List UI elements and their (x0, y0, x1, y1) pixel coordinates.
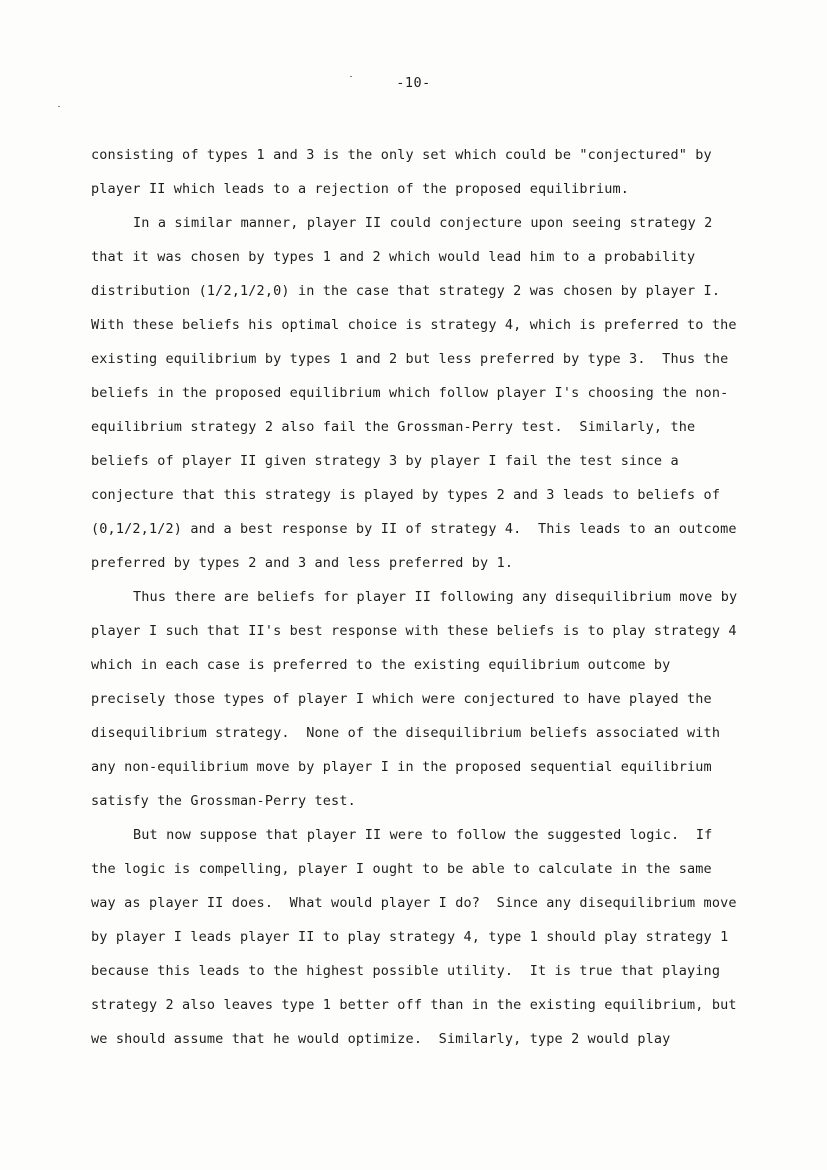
text-line: by player I leads player II to play strategy 4, type 1 should play strategy 1 (91, 929, 729, 945)
page-number: -10- (396, 75, 431, 91)
text-line: conjecture that this strategy is played by types 2 and 3 leads to beliefs of (91, 487, 721, 503)
text-line: which in each case is preferred to the existing equilibrium outcome by (91, 657, 671, 673)
paragraph-start-line: But now suppose that player II were to follow the suggested logic. If (133, 827, 713, 843)
text-line: that it was chosen by types 1 and 2 which would lead him to a probability (91, 249, 696, 265)
text-line: equilibrium strategy 2 also fail the Grossman-Perry test. Similarly, the (91, 419, 696, 435)
text-line: the logic is compelling, player I ought to be able to calculate in the same (91, 861, 712, 877)
text-line: (0,1/2,1/2) and a best response by II of strategy 4. This leads to an outcome (91, 521, 737, 537)
text-line: player II which leads to a rejection of the proposed equilibrium. (91, 181, 630, 197)
text-line: beliefs in the proposed equilibrium which follow player I's choosing the non- (91, 385, 729, 401)
text-line: strategy 2 also leaves type 1 better off than in the existing equilibrium, but (91, 997, 737, 1013)
text-line: precisely those types of player I which were conjectured to have played the (91, 691, 712, 707)
text-line: player I such that II's best response with these beliefs is to play strategy 4 (91, 623, 737, 639)
text-line: satisfy the Grossman-Perry test. (91, 793, 356, 809)
paragraph-start-line: In a similar manner, player II could conjecture upon seeing strategy 2 (133, 215, 713, 231)
paragraph-start-line: Thus there are beliefs for player II following any disequilibrium move by (133, 589, 738, 605)
text-line: preferred by types 2 and 3 and less preferred by 1. (91, 555, 514, 571)
text-line: consisting of types 1 and 3 is the only set which could be "conjectured" by (91, 147, 712, 163)
text-line: existing equilibrium by types 1 and 2 but less preferred by type 3. Thus the (91, 351, 729, 367)
text-line: way as player II does. What would player I do? Since any disequilibrium move (91, 895, 737, 911)
text-line: because this leads to the highest possible utility. It is true that playing (91, 963, 721, 979)
text-line: beliefs of player II given strategy 3 by player I fail the test since a (91, 453, 679, 469)
text-line: disequilibrium strategy. None of the disequilibrium beliefs associated with (91, 725, 721, 741)
scan-speck (58, 106, 60, 107)
text-line: we should assume that he would optimize. Similarly, type 2 would play (91, 1031, 671, 1047)
text-line: any non-equilibrium move by player I in the proposed sequential equilibrium (91, 759, 712, 775)
text-line: distribution (1/2,1/2,0) in the case that strategy 2 was chosen by player I. (91, 283, 721, 299)
body-text (91, 138, 771, 1056)
text-line: With these beliefs his optimal choice is strategy 4, which is preferred to the (91, 317, 737, 333)
